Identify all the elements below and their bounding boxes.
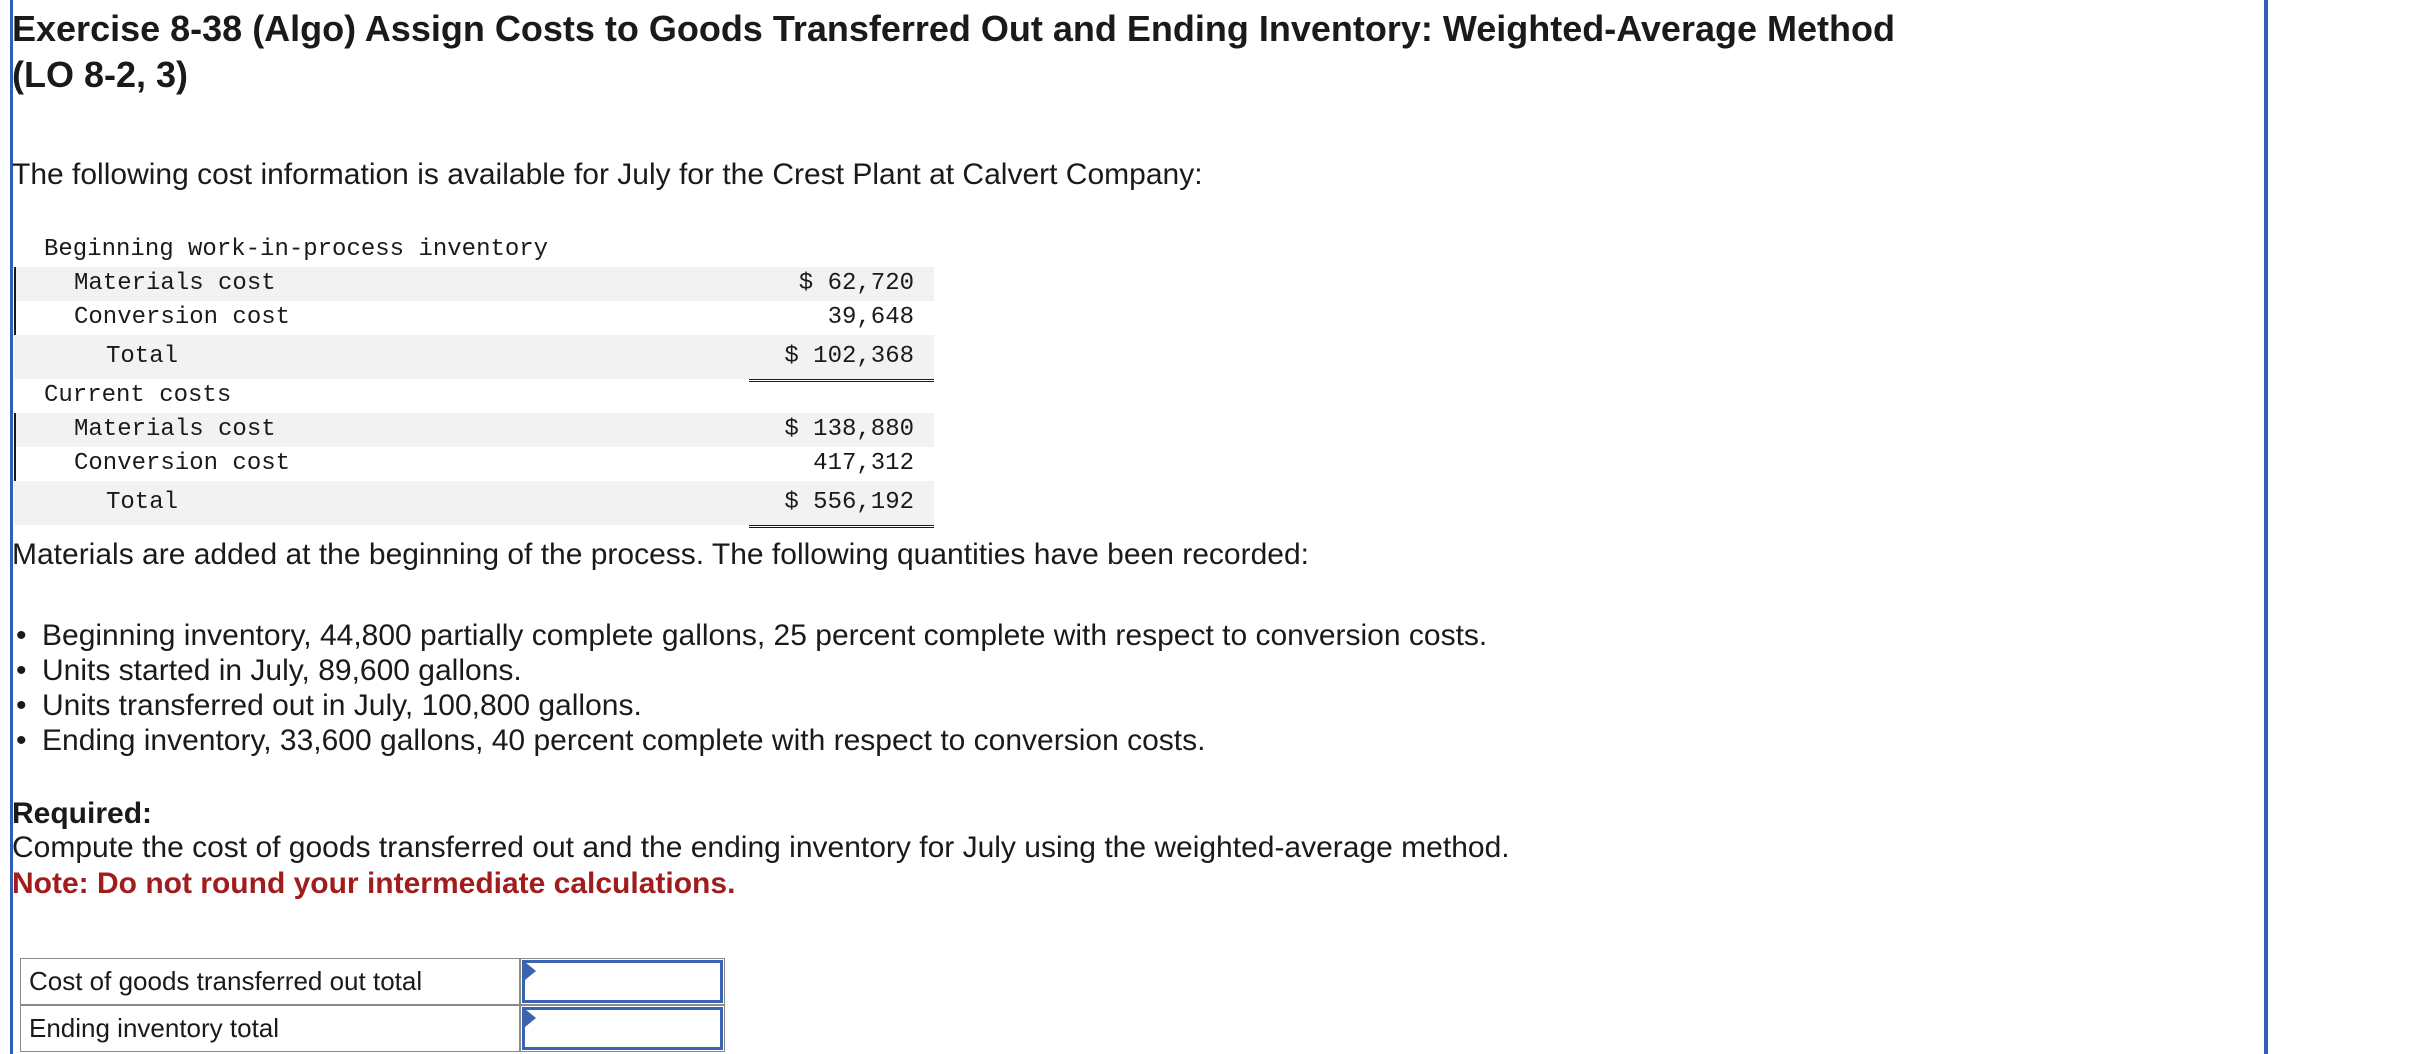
transferred-out-input[interactable] — [522, 960, 723, 1003]
beginning-materials-value: $ 62,720 — [798, 270, 914, 297]
required-instructions: Compute the cost of goods transferred out and the ending inventory for July using the weighted-average method. — [12, 831, 1510, 864]
beginning-total-value: $ 102,368 — [749, 335, 934, 382]
row-tick — [14, 413, 16, 447]
current-costs-header-row — [14, 379, 934, 413]
list-item — [12, 618, 1487, 653]
ending-inventory-cell — [520, 1005, 725, 1052]
current-materials-value: $ 138,880 — [784, 416, 914, 443]
current-materials-row — [14, 413, 934, 447]
current-costs-header: Current costs — [44, 382, 232, 409]
right-frame-border — [2264, 0, 2268, 1054]
beginning-conversion-label: Conversion cost — [74, 304, 291, 331]
beginning-total-row — [14, 335, 934, 379]
list-item-text: Units transferred out in July, 100,800 gallons. — [42, 689, 642, 722]
bullet-icon: • — [16, 724, 27, 757]
list-item — [12, 653, 1487, 688]
beginning-wip-header-row — [14, 233, 934, 267]
answer-table — [20, 958, 725, 1052]
beginning-materials-row — [14, 267, 934, 301]
current-total-value: $ 556,192 — [749, 481, 934, 528]
current-conversion-row — [14, 447, 934, 481]
row-tick — [14, 301, 16, 335]
exercise-title: Exercise 8-38 (Algo) Assign Costs to Goods Transferred Out and Ending Inventory: Weighted-Average Method (LO 8-2, 3) — [12, 8, 1895, 95]
quantities-list — [12, 618, 1487, 758]
current-materials-label: Materials cost — [74, 416, 276, 443]
transferred-out-label: Cost of goods transferred out total — [20, 958, 520, 1005]
required-heading: Required: — [12, 797, 153, 830]
transferred-out-cell — [520, 958, 725, 1005]
beginning-total-label: Total — [106, 343, 179, 370]
rounding-note: Note: Do not round your intermediate calculations. — [12, 867, 736, 900]
list-item-text: Ending inventory, 33,600 gallons, 40 percent complete with respect to conversion costs. — [42, 724, 1206, 757]
answer-row-ending-inventory — [20, 1005, 725, 1052]
bullet-icon: • — [16, 689, 27, 722]
intro-text: The following cost information is available for July for the Crest Plant at Calvert Company: — [12, 158, 1203, 191]
row-tick — [14, 447, 16, 481]
list-item-text: Beginning inventory, 44,800 partially complete gallons, 25 percent complete with respect to conversion costs. — [42, 619, 1488, 652]
list-item-text: Units started in July, 89,600 gallons. — [42, 654, 522, 687]
materials-note-text: Materials are added at the beginning of the process. The following quantities have been recorded: — [12, 538, 1309, 571]
list-item — [12, 688, 1487, 723]
beginning-wip-header: Beginning work-in-process inventory — [44, 236, 549, 263]
beginning-conversion-value: 39,648 — [749, 301, 934, 337]
list-item — [12, 723, 1487, 758]
bullet-icon: • — [16, 654, 27, 687]
cell-marker-icon — [525, 1009, 536, 1027]
bullet-icon: • — [16, 619, 27, 652]
beginning-conversion-row — [14, 301, 934, 335]
current-total-label: Total — [106, 489, 179, 516]
current-total-row — [14, 481, 934, 525]
beginning-materials-label: Materials cost — [74, 270, 276, 297]
cell-marker-icon — [525, 962, 536, 980]
row-tick — [14, 267, 16, 301]
current-conversion-label: Conversion cost — [74, 450, 291, 477]
ending-inventory-label: Ending inventory total — [20, 1005, 520, 1052]
answer-row-transferred-out — [20, 958, 725, 1005]
ending-inventory-input[interactable] — [522, 1007, 723, 1050]
cost-information-table — [14, 233, 934, 525]
current-conversion-value: 417,312 — [749, 447, 934, 483]
